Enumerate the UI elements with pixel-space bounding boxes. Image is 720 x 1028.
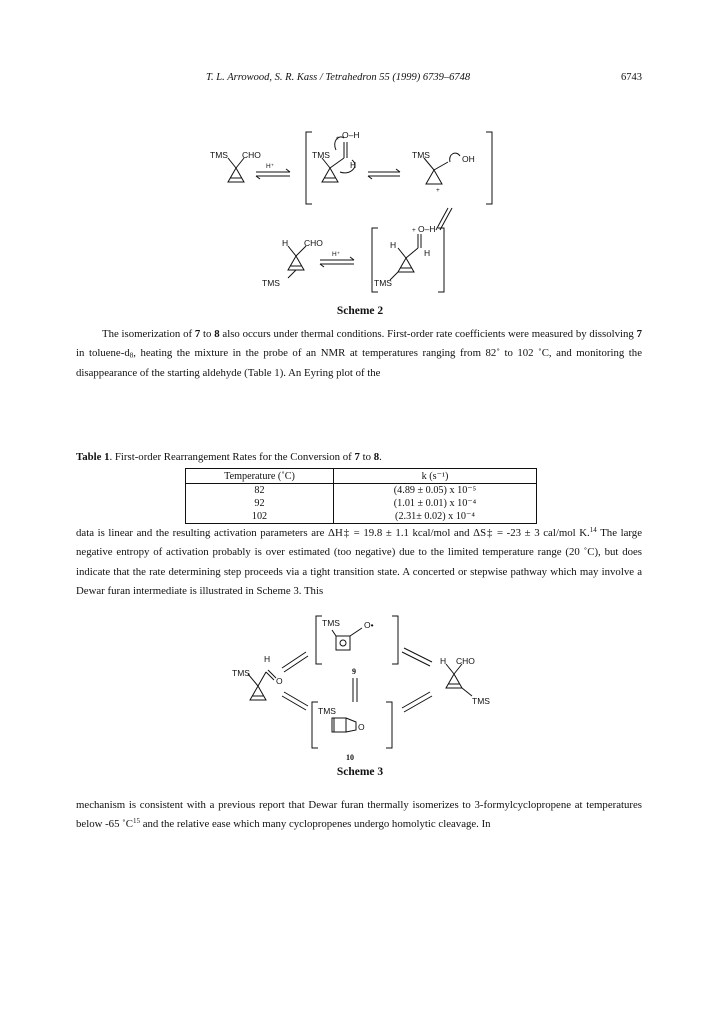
scheme-2-label: Scheme 2 [336, 305, 384, 317]
scheme3-tms-label-3: TMS [472, 696, 490, 706]
compound-10-label: 10 [346, 753, 354, 762]
scheme3-oradical-label: O• [364, 620, 374, 630]
scheme3-cho-label: CHO [456, 656, 475, 666]
table-cell-rate: (4.89 ± 0.05) x 10⁻⁵ [334, 484, 537, 498]
table-cell-temperature: 102 [186, 510, 334, 524]
paragraph-mechanism: mechanism is consistent with a previous report that Dewar furan thermally isomerizes to 3-formylcyclopropene at temperatures below -65 $˚C^{15}$ and the relative ease which many cyclopropenes undergo homolytic cleavage. In [76, 799, 642, 831]
scheme3-h-label-1: H [264, 654, 271, 664]
scheme2-h-label-3: H [390, 240, 397, 250]
scheme2-h-label-2: H [282, 238, 289, 248]
column-header-temperature: Temperature (˚C) [186, 469, 334, 484]
table-cell-temperature: 92 [186, 497, 334, 510]
running-title: T. L. Arrowood, S. R. Kass / Tetrahedron 55 (1999) 6739–6748 [206, 72, 471, 83]
scheme3-tms-label-1: TMS [322, 618, 340, 628]
scheme2-tms-label-5: TMS [374, 278, 392, 288]
rate-table [185, 468, 537, 524]
scheme2-oh-label-2: OH [462, 154, 475, 164]
table-cell-temperature: 82 [186, 484, 334, 498]
compound-9-label: 9 [352, 667, 356, 676]
scheme2-tms-label-4: TMS [262, 278, 280, 288]
scheme2-oh-label-3: O–H [418, 224, 436, 234]
scheme2-plus-label-2: + [436, 187, 440, 194]
scheme2-hplus-label-2: H⁺ [332, 251, 341, 258]
paragraph-activation-parameters: data is linear and the resulting activation parameters are ΔH‡ = 19.8 ± 1.1 kcal/mol and ΔS‡ = -23 ± 3 cal/mol K.$^{14}$ The large negative entropy of activation probably is over estimated (too negative) due to the limited temperature range (20 ˚C), but does indicate that the rate determining step proceeds via a tight transition state. A concerted or stepwise pathway which may involve a Dewar furan intermediate is illustrated in Scheme 3. This [76, 526, 642, 597]
scheme3-tms-label-4: TMS [318, 706, 336, 716]
table-cell-rate: (1.01 ± 0.01) x 10⁻⁴ [334, 497, 537, 510]
scheme-3-diagram [0, 612, 720, 762]
scheme2-plus-label-3: + [412, 227, 416, 234]
scheme2-tms-label-2: TMS [312, 150, 330, 160]
scheme3-o-label-1: O [276, 676, 283, 686]
scheme2-tms-label-1: TMS [210, 150, 228, 160]
scheme-2-diagram [0, 120, 720, 300]
scheme2-tms-label-3: TMS [412, 150, 430, 160]
scheme2-hplus-label-1: H⁺ [266, 163, 275, 170]
column-header-rate: k (s⁻¹) [334, 469, 537, 484]
scheme3-o-label-2: O [358, 722, 365, 732]
scheme2-plus-label-1: + [336, 135, 340, 142]
table-row [186, 510, 537, 524]
scheme2-oh-label-1: O–H [342, 130, 360, 140]
page-number: 6743 [621, 72, 642, 83]
table-cell-rate: (2.31± 0.02) x 10⁻⁴ [334, 510, 537, 524]
table-row [186, 484, 537, 498]
table-1-caption: Table 1. First-order Rearrangement Rates for the Conversion of 7 to 8. [76, 451, 382, 463]
table-row [186, 497, 537, 510]
scheme2-cho-label-1: CHO [242, 150, 261, 160]
scheme3-h-label-2: H [440, 656, 447, 666]
scheme2-cho-label-2: CHO [304, 238, 323, 248]
scheme2-h-label-1: H [350, 160, 357, 170]
scheme2-h-label-4: H [424, 248, 431, 258]
scheme3-tms-label-2: TMS [232, 668, 250, 678]
scheme-3-label: Scheme 3 [336, 766, 384, 778]
paragraph-isomerization: The isomerization of 7 to 8 also occurs under thermal conditions. First-order rate coefficients were measured by dissolving 7 in toluene-$d_8$, heating the mixture in the probe of an NMR at temperatures ranging from 82˚ to 102 ˚C, and monitoring the disappearance of the starting aldehyde (Table 1). An Eyring plot of the [76, 328, 643, 379]
table-header-row [186, 469, 537, 484]
